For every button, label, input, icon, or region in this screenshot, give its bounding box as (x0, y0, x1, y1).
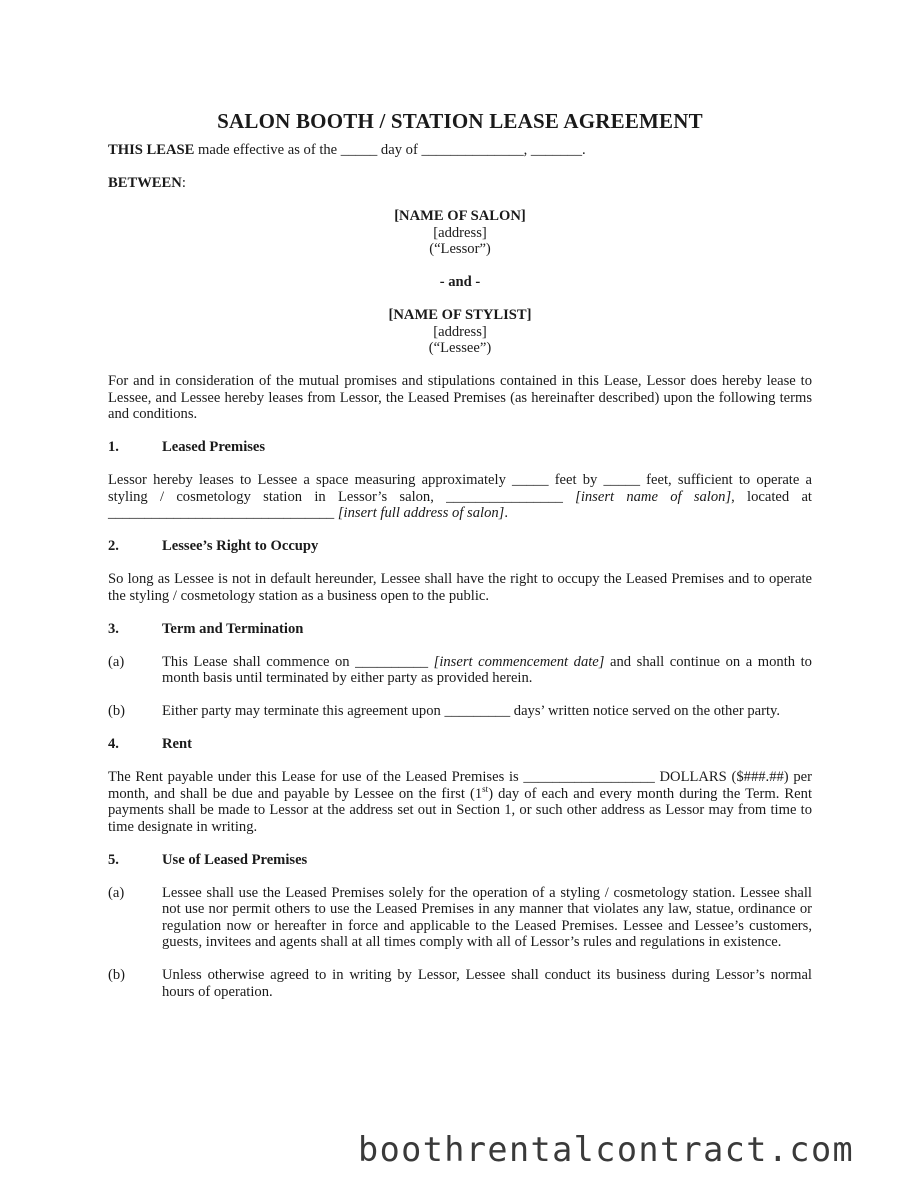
lessor-role: (“Lessor”) (429, 241, 491, 257)
item-text: Lessee shall use the Leased Premises solely for the operation of a styling / cosmetology station. Lessee shall not use nor permit others to use the Leased Premises in any manner that violates any law, statue, ordinance or regulation now or hereafter in force and applicable to the Leased Premises. Lessee and Lessee’s customers, guests, invitees and agents shall at all times comply with all of Lessor’s rules and regulations in existence. (162, 884, 812, 950)
section-3-item-b (108, 703, 812, 720)
section-title: Lessee’s Right to Occupy (162, 538, 319, 554)
section-2-heading (108, 538, 812, 555)
item-text (162, 654, 812, 687)
item-label: (b) (108, 967, 126, 983)
section-1-paragraph (108, 472, 812, 522)
lessor-name: [NAME OF SALON] (394, 208, 526, 224)
lessee-name: [NAME OF STYLIST] (388, 307, 532, 323)
consideration-paragraph: For and in consideration of the mutual promises and stipulations contained in this Lease, Lessor does hereby lease to Lessee, and Lessee hereby leases from Lessor, the Leased Premises (as hereinafter described) upon the following terms and conditions. (108, 373, 812, 422)
document-title: SALON BOOTH / STATION LEASE AGREEMENT (217, 109, 703, 133)
section-1-text-c: . (504, 505, 509, 521)
section-1-heading (108, 439, 812, 456)
item-label: (a) (108, 653, 125, 670)
section-4-text-b: ) day of each and every month during the Term. Rent payments shall be made to Lessor at the address set out in Section 1, or such other address as Lessor may from time to time designate in writing. (108, 785, 812, 835)
section-3-heading (108, 621, 812, 638)
item-label: (a) (108, 884, 125, 901)
section-number: 5. (108, 851, 119, 868)
insert-commencement-date: [insert commencement date] (433, 653, 605, 670)
section-1-text-a: Lessor hereby leases to Lessee a space measuring approximately _____ feet by _____ feet, sufficient to operate a styling / cosmetology station in Lessor’s salon, ________________ (108, 472, 812, 505)
section-number: 4. (108, 736, 119, 752)
section-1-insert-salon-name: [insert name of salon] (575, 488, 732, 505)
section-1-text-b: , located at _______________________________ (108, 488, 812, 521)
section-5-item-a (108, 885, 812, 951)
lessor-block (108, 208, 812, 258)
section-2-paragraph: So long as Lessee is not in default hereunder, Lessee shall have the right to occupy the Leased Premises and to operate the styling / cosmetology station as a business open to the public. (108, 571, 812, 604)
section-4-text-a: The Rent payable under this Lease for use of the Leased Premises is __________________ DOLLARS ($###.##) per month, and shall be due and payable by Lessee on the first (1 (108, 769, 812, 802)
item-text-part: and shall continue on a month to month basis until terminated by either party as provided herein. (162, 653, 812, 686)
section-number: 3. (108, 620, 119, 637)
intro-paragraph (108, 142, 812, 159)
section-4-heading (108, 736, 812, 753)
section-3-item-a (108, 654, 812, 687)
section-title: Term and Termination (162, 620, 304, 637)
item-text: Unless otherwise agreed to in writing by Lessor, Lessee shall conduct its business during Lessor’s normal hours of operation. (162, 967, 812, 1000)
section-title: Use of Leased Premises (162, 851, 308, 868)
document-page (108, 108, 812, 1000)
between-label (108, 175, 812, 192)
section-title: Leased Premises (162, 439, 266, 455)
and-separator: - and - (439, 274, 481, 290)
lessor-address: [address] (433, 224, 487, 241)
intro-text: made effective as of the _____ day of ______________, _______. (194, 142, 586, 158)
lessee-block (108, 307, 812, 357)
between-label-text: BETWEEN (108, 175, 182, 191)
section-number: 2. (108, 538, 119, 554)
section-5-heading (108, 852, 812, 869)
section-title: Rent (162, 736, 192, 752)
lessee-role: (“Lessee”) (428, 340, 492, 356)
item-text-part: This Lease shall commence on __________ (162, 653, 434, 670)
watermark-domain: boothrentalcontract.com (358, 1130, 855, 1169)
item-label: (b) (108, 703, 126, 719)
section-number: 1. (108, 439, 119, 455)
item-text: Either party may terminate this agreement upon _________ days’ written notice served on the other party. (162, 703, 781, 719)
intro-lead: THIS LEASE (108, 142, 195, 158)
section-1-insert-salon-address: [insert full address of salon] (337, 505, 505, 521)
lessee-address: [address] (433, 323, 487, 340)
ordinal-superscript: st (482, 783, 489, 794)
section-4-paragraph (108, 769, 812, 835)
between-colon: : (181, 175, 186, 191)
section-5-item-b (108, 967, 812, 1000)
